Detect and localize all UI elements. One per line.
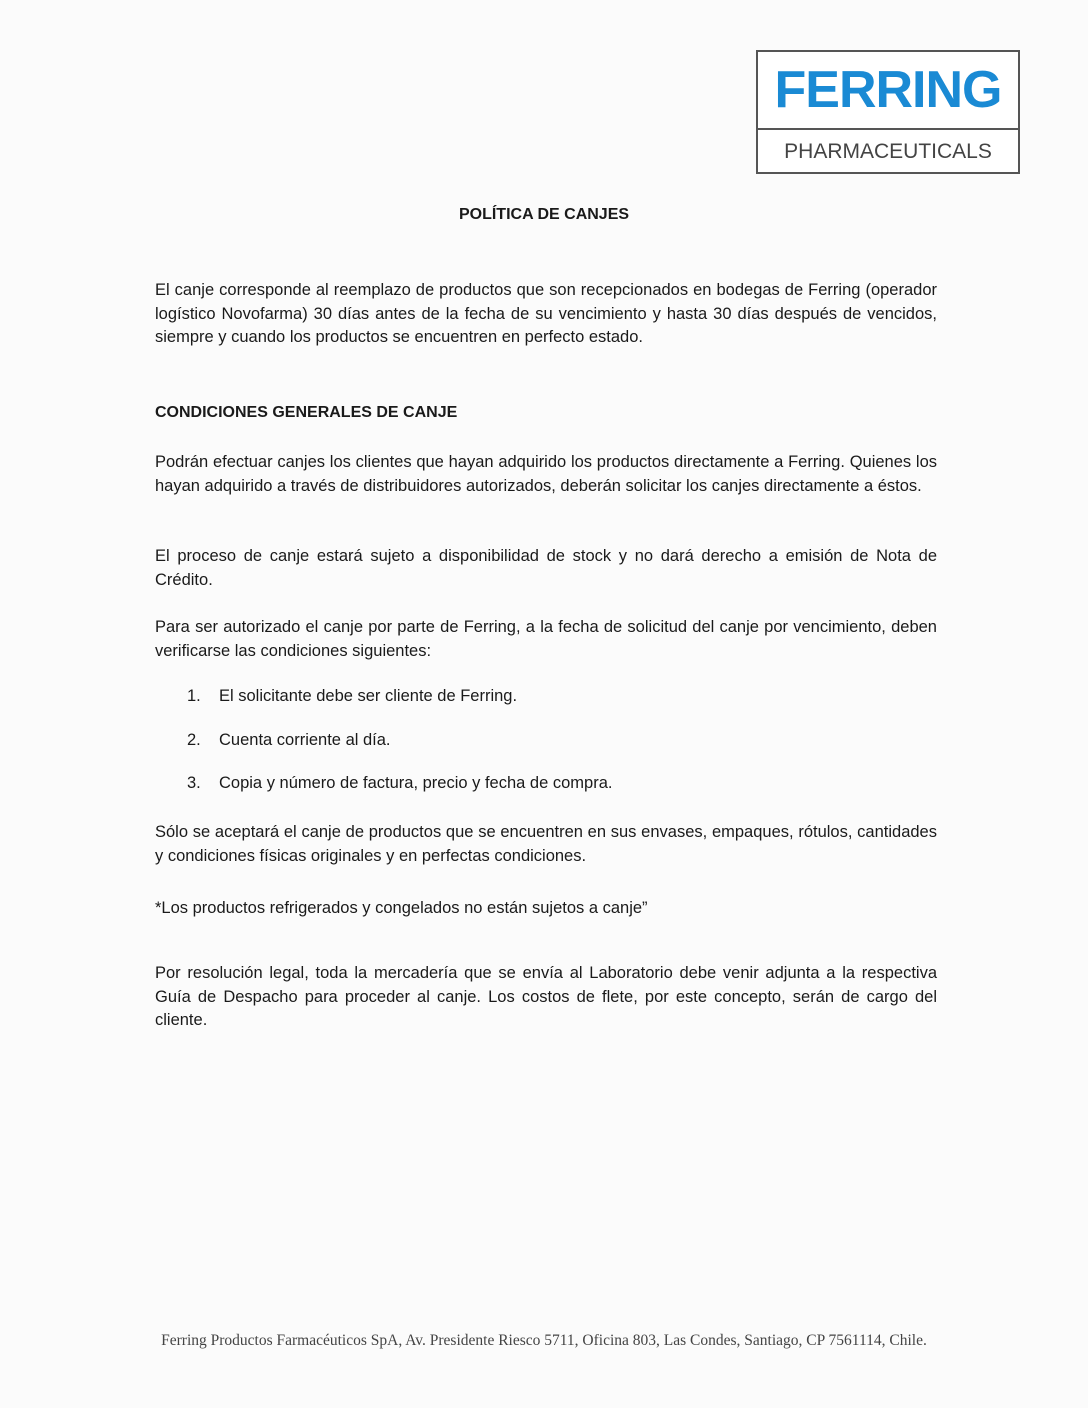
paragraph-eligibility: Podrán efectuar canjes los clientes que hayan adquirido los productos directamente a Ferring. Quienes los hayan adquirido a través de distribuidores autorizados, deberán solicitar los canjes directamente a éstos. [155,453,937,495]
condition-item [187,774,612,793]
paragraph-authorization: Para ser autorizado el canje por parte de Ferring, a la fecha de solicitud del canje por vencimiento, deben verificarse las condiciones siguientes: [155,618,937,660]
ferring-logo [756,50,1020,174]
condition-number: 2. [187,731,201,749]
logo-subtitle: PHARMACEUTICALS [784,140,992,163]
document-title: POLÍTICA DE CANJES [458,206,630,223]
section-heading: CONDICIONES GENERALES DE CANJE [155,404,458,421]
paragraph-packaging: Sólo se aceptará el canje de productos que se encuentren en sus envases, empaques, rótulos, cantidades y condiciones físicas originales y en perfectas condiciones. [155,823,937,865]
condition-number: 3. [187,774,201,792]
paragraph-refrigerated-note: *Los productos refrigerados y congelados no están sujetos a canje” [155,899,648,917]
condition-number: 1. [187,687,201,705]
logo-brand: FERRING [758,52,1018,130]
paragraph-legal: Por resolución legal, toda la mercadería que se envía al Laboratorio debe venir adjunta a la respectiva Guía de Despacho para proceder al canje. Los costos de flete, por este concepto, serán de cargo del cliente. [155,964,937,1029]
condition-text: El solicitante debe ser cliente de Ferring. [219,687,518,705]
condition-text: Copia y número de factura, precio y fecha de compra. [219,774,613,792]
condition-item [187,687,517,706]
footer-address: Ferring Productos Farmacéuticos SpA, Av. Presidente Riesco 5711, Oficina 803, Las Condes, Santiago, CP 7561114, Chile. [161,1332,927,1349]
paragraph-stock: El proceso de canje estará sujeto a disponibilidad de stock y no dará derecho a emisión de Nota de Crédito. [155,547,937,589]
condition-item [187,731,391,750]
condition-text: Cuenta corriente al día. [219,731,391,749]
intro-paragraph: El canje corresponde al reemplazo de productos que son recepcionados en bodegas de Ferring (operador logístico Novofarma) 30 días antes de la fecha de su vencimiento y hasta 30 días después de vencidos, siempre y cuando los productos se encuentren en perfecto estado. [155,281,937,346]
